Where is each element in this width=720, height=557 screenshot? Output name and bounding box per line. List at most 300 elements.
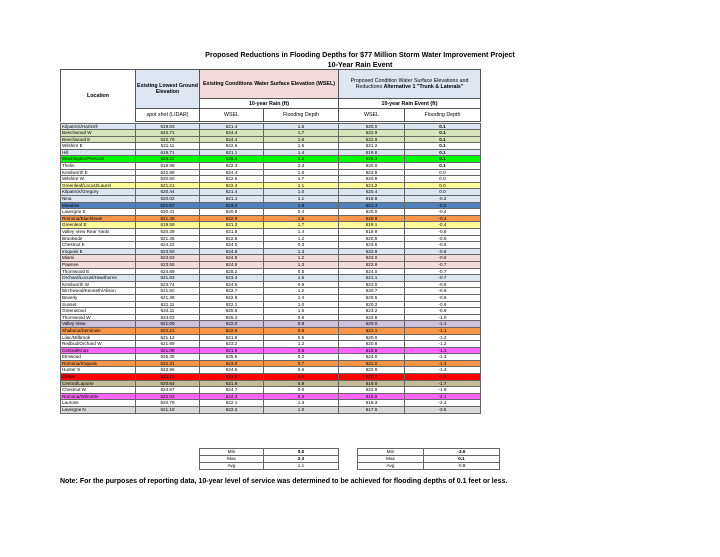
table-row (61, 130, 481, 137)
summary-spacer-cell (339, 463, 358, 470)
summary-row (200, 449, 500, 456)
proposed-depth-cell: -0.9 (405, 301, 481, 308)
existing-depth-cell: 1.6 (264, 136, 339, 143)
existing-wsel-cell: 622.3 (200, 163, 264, 170)
table-row (61, 308, 481, 315)
table-row (61, 149, 481, 156)
table-row (61, 400, 481, 407)
ground-elevation-cell: 622.31 (136, 360, 200, 367)
proposed-depth-cell: -1.3 (405, 347, 481, 354)
ground-elevation-cell: 622.03 (136, 393, 200, 400)
location-cell: Lavergne N (61, 407, 136, 414)
ground-elevation-cell: 624.11 (136, 308, 200, 315)
existing-depth-cell: 1.7 (264, 130, 339, 137)
proposed-depth-cell: -1.1 (405, 321, 481, 328)
table-row (61, 222, 481, 229)
table-row (61, 294, 481, 301)
location-cell: Orchard/Locust/Hawthorne (61, 275, 136, 282)
ground-elevation-cell: 623.96 (136, 367, 200, 374)
proposed-depth-cell: -0.9 (405, 308, 481, 315)
proposed-wsel-cell: 620.7 (339, 288, 405, 295)
existing-depth-cell: 0.3 (264, 393, 339, 400)
location-cell: Central/Laporte (61, 380, 136, 387)
table-row (61, 163, 481, 170)
existing-depth-cell: 0.6 (264, 327, 339, 334)
proposed-depth-cell: -0.2 (405, 202, 481, 209)
location-cell: Valley View Rear Yards (61, 229, 136, 236)
ground-elevation-cell: 621.50 (136, 288, 200, 295)
ground-elevation-cell: 619.83 (136, 123, 200, 130)
existing-wsel-cell: 625.5 (200, 354, 264, 361)
table-row (61, 374, 481, 381)
location-cell: Clifton (61, 374, 136, 381)
existing-depth-cell: 0.0 (264, 387, 339, 394)
proposed-depth-cell: -1.0 (405, 314, 481, 321)
flooding-table (60, 123, 481, 414)
existing-lowest-header: Existing Lowest Ground Elevation (136, 70, 200, 109)
summary-proposed-value-cell: 0.1 (424, 456, 500, 463)
proposed-wsel-cell: 619.8 (339, 347, 405, 354)
location-cell: Thornwood W (61, 314, 136, 321)
existing-wsel-cell: 621.4 (200, 189, 264, 196)
existing-wsel-cell: 621.6 (200, 334, 264, 341)
table-row (61, 393, 481, 400)
proposed-depth-cell: -0.7 (405, 268, 481, 275)
summary-label-cell: Max (200, 456, 264, 463)
existing-depth-cell: 0.4 (264, 209, 339, 216)
summary-spacer-cell (339, 449, 358, 456)
table-row (61, 268, 481, 275)
proposed-wsel-cell: 621.4 (339, 202, 405, 209)
table-row (61, 380, 481, 387)
ground-elevation-cell: 622.21 (136, 327, 200, 334)
proposed-wsel-cell: 623.0 (339, 255, 405, 262)
ground-elevation-cell: 625.35 (136, 354, 200, 361)
ground-elevation-cell: 624.69 (136, 268, 200, 275)
ground-elevation-cell: 621.18 (136, 407, 200, 414)
proposed-wsel-cell: 622.9 (339, 136, 405, 143)
location-cell: Beechwood W (61, 130, 136, 137)
table-row (61, 248, 481, 255)
existing-wsel-cell: 623.0 (200, 360, 264, 367)
ground-elevation-cell: 624.87 (136, 387, 200, 394)
location-cell: Beechwood E (61, 136, 136, 143)
proposed-depth-cell: 0.1 (405, 149, 481, 156)
location-cell: Pawnee (61, 261, 136, 268)
location-cell: Valley View (61, 321, 136, 328)
document-title: Proposed Reductions in Flooding Depths for $77 Million Storm Water Improvement Project (205, 50, 515, 59)
proposed-wsel-cell: 620.7 (339, 374, 405, 381)
ground-elevation-cell: 621.08 (136, 347, 200, 354)
existing-wsel-cell: 621.1 (200, 196, 264, 203)
location-cell: Kenilworth W (61, 281, 136, 288)
table-row (61, 215, 481, 222)
proposed-wsel-cell: 623.0 (339, 281, 405, 288)
proposed-depth-cell: -0.6 (405, 242, 481, 249)
table-row (61, 354, 481, 361)
proposed-depth-cell: 0.0 (405, 189, 481, 196)
existing-wsel-cell: 622.4 (200, 182, 264, 189)
proposed-depth-cell: -1.1 (405, 327, 481, 334)
ground-elevation-cell: 621.11 (136, 143, 200, 150)
table-row (61, 235, 481, 242)
proposed-wsel-cell: 622.9 (339, 248, 405, 255)
proposed-wsel-cell: 622.9 (339, 261, 405, 268)
existing-wsel-cell: 622.2 (200, 407, 264, 414)
proposed-wsel-cell: 623.2 (339, 308, 405, 315)
proposed-depth-cell: -0.5 (405, 235, 481, 242)
summary-spacer-cell (339, 456, 358, 463)
existing-wsel-cell: 622.8 (200, 327, 264, 334)
proposed-wsel-cell: 620.0 (339, 321, 405, 328)
proposed-wsel-cell: 619.9 (339, 229, 405, 236)
proposed-depth-cell: 0.0 (405, 169, 481, 176)
location-cell: Kilpatrick/Hartzell (61, 123, 136, 130)
location-cell: Greenleaf E (61, 222, 136, 229)
existing-depth-cell: 1.1 (264, 182, 339, 189)
wsel-header: WSEL (200, 109, 264, 122)
existing-wsel-cell: 622.4 (200, 393, 264, 400)
table-row (61, 301, 481, 308)
ground-elevation-cell: 622.22 (136, 374, 200, 381)
existing-depth-cell: 1.3 (264, 261, 339, 268)
existing-depth-cell: 0.9 (264, 380, 339, 387)
existing-depth-cell: 1.2 (264, 341, 339, 348)
proposed-wsel-cell: 619.8 (339, 196, 405, 203)
existing-wsel-cell: 621.6 (200, 380, 264, 387)
proposed-depth-cell: 0.1 (405, 163, 481, 170)
ground-elevation-cell: 622.89 (136, 169, 200, 176)
proposed-wsel-cell: 620.0 (339, 123, 405, 130)
proposed-wsel-cell: 619.9 (339, 393, 405, 400)
existing-wsel-cell: 624.8 (200, 248, 264, 255)
proposed-depth-cell: 0.0 (405, 182, 481, 189)
existing-depth-cell: 1.7 (264, 222, 339, 229)
existing-wsel-cell: 621.3 (200, 222, 264, 229)
summary-table-body (200, 449, 500, 470)
proposed-wsel-header: WSEL (339, 109, 405, 122)
table-row (61, 136, 481, 143)
proposed-depth-cell: -1.3 (405, 354, 481, 361)
existing-wsel-cell: 625.2 (200, 268, 264, 275)
table-row (61, 229, 481, 236)
location-cell: Wilshire W (61, 176, 136, 183)
existing-wsel-cell: 624.8 (200, 255, 264, 262)
ground-elevation-cell: 621.38 (136, 294, 200, 301)
proposed-depth-cell: -2.4 (405, 400, 481, 407)
existing-wsel-cell: 622.1 (200, 400, 264, 407)
ground-elevation-cell: 624.63 (136, 314, 200, 321)
existing-depth-cell: 1.4 (264, 149, 339, 156)
existing-depth-cell: 0.5 (264, 334, 339, 341)
location-cell: Shabona/Seminole (61, 327, 136, 334)
proposed-depth-cell: -0.4 (405, 215, 481, 222)
existing-wsel-cell: 625.6 (200, 308, 264, 315)
location-cell: Central/Knox (61, 347, 136, 354)
ground-elevation-cell: 620.44 (136, 189, 200, 196)
rain-existing-header: 10-year Rain (ft) (200, 99, 339, 109)
existing-wsel-cell: 620.8 (200, 209, 264, 216)
table-row (61, 347, 481, 354)
proposed-depth-cell: 0.1 (405, 130, 481, 137)
table-row (61, 341, 481, 348)
proposed-header-a: Proposed Condition Water Surface Elevations and Reductions (350, 78, 469, 90)
table-row (61, 261, 481, 268)
existing-wsel-cell: 621.1 (200, 149, 264, 156)
ground-elevation-cell: 620.64 (136, 380, 200, 387)
summary-label-cell: Min (200, 449, 264, 456)
proposed-depth-cell: 0.1 (405, 143, 481, 150)
ground-elevation-cell: 621.38 (136, 215, 200, 222)
table-row (61, 255, 481, 262)
location-cell: Lilac/Milbrook (61, 334, 136, 341)
existing-wsel-cell: 625.2 (200, 314, 264, 321)
proposed-wsel-cell: 620.9 (339, 215, 405, 222)
location-cell: Thornwood E (61, 268, 136, 275)
location-cell: Hunter S (61, 367, 136, 374)
proposed-wsel-cell: 620.0 (339, 209, 405, 216)
ground-elevation-cell: 621.35 (136, 235, 200, 242)
ground-elevation-cell: 623.74 (136, 281, 200, 288)
location-cell: Laurose (61, 400, 136, 407)
location-cell: Kilpatrick/Gregory (61, 189, 136, 196)
summary-proposed-value-cell: -0.8 (424, 463, 500, 470)
flooding-depth-header: Flooding Depth (264, 109, 339, 122)
note-text: Note: For the purposes of reporting data, 10-year level of service was determined to be achieved for flooding depths of 0.1 feet or less. (60, 478, 508, 485)
summary-row (200, 456, 500, 463)
ground-elevation-cell: 619.98 (136, 163, 200, 170)
document-subtitle: 10-Year Rain Event (327, 60, 393, 69)
proposed-wsel-cell: 618.3 (339, 400, 405, 407)
existing-wsel-cell: 622.6 (200, 176, 264, 183)
location-cell: Thelin (61, 163, 136, 170)
existing-wsel-cell: 622.9 (200, 215, 264, 222)
existing-depth-cell: 1.0 (264, 189, 339, 196)
existing-depth-cell: 1.5 (264, 123, 339, 130)
existing-wsel-cell: 622.0 (200, 321, 264, 328)
ground-elevation-cell: 621.09 (136, 321, 200, 328)
table-row (61, 407, 481, 414)
existing-wsel-cell: 621.8 (200, 229, 264, 236)
table-row (61, 360, 481, 367)
existing-depth-cell: 0.6 (264, 367, 339, 374)
summary-row (200, 463, 500, 470)
existing-depth-cell: 0.8 (264, 347, 339, 354)
summary-proposed-label-cell: Max (358, 456, 424, 463)
location-cell: Beverly (61, 294, 136, 301)
proposed-wsel-cell: 620.8 (339, 235, 405, 242)
location-header: Location (61, 70, 136, 122)
proposed-depth-cell: -1.3 (405, 360, 481, 367)
table-row (61, 202, 481, 209)
existing-wsel-cell: 623.4 (200, 202, 264, 209)
existing-wsel-cell: 624.7 (200, 387, 264, 394)
existing-depth-cell: 1.4 (264, 294, 339, 301)
table-row (61, 209, 481, 216)
existing-depth-cell: 1.5 (264, 308, 339, 315)
table-row (61, 143, 481, 150)
proposed-wsel-cell: 620.0 (339, 334, 405, 341)
table-row (61, 334, 481, 341)
proposed-depth-cell: -1.4 (405, 367, 481, 374)
ground-elevation-cell: 620.02 (136, 196, 200, 203)
existing-depth-cell: 0.6 (264, 314, 339, 321)
existing-wsel-cell: 622.5 (200, 235, 264, 242)
proposed-wsel-cell: 622.9 (339, 130, 405, 137)
location-cell: Romona/Blackhawk (61, 215, 136, 222)
location-cell: Wilshire E (61, 143, 136, 150)
existing-wsel-cell: 624.6 (200, 281, 264, 288)
location-cell: Birchwood/Kenneth/Alison (61, 288, 136, 295)
proposed-depth-header: Flooding Depth (405, 109, 481, 122)
existing-wsel-cell: 623.2 (200, 341, 264, 348)
existing-wse-header: Existing Conditions Water Surface Elevation (WSEL) (200, 70, 339, 99)
proposed-depth-cell: -0.8 (405, 281, 481, 288)
existing-wsel-cell: 622.6 (200, 143, 264, 150)
existing-depth-cell: 0.9 (264, 281, 339, 288)
location-cell: Hill (61, 149, 136, 156)
location-cell: Brookside (61, 235, 136, 242)
proposed-depth-cell: -1.2 (405, 341, 481, 348)
existing-depth-cell: 1.2 (264, 235, 339, 242)
proposed-wsel-cell: 626.3 (339, 156, 405, 163)
proposed-depth-cell: -1.2 (405, 334, 481, 341)
table-row (61, 176, 481, 183)
ground-elevation-cell: 623.55 (136, 261, 200, 268)
ground-elevation-cell: 623.63 (136, 255, 200, 262)
proposed-wsel-cell: 622.6 (339, 367, 405, 374)
proposed-wsel-cell: 619.1 (339, 222, 405, 229)
ground-elevation-cell: 621.21 (136, 182, 200, 189)
existing-wsel-cell: 624.4 (200, 136, 264, 143)
existing-depth-cell: 1.3 (264, 248, 339, 255)
existing-depth-cell: 1.2 (264, 255, 339, 262)
existing-depth-cell: 0.3 (264, 242, 339, 249)
location-cell: Romona/Wilmette (61, 393, 136, 400)
existing-depth-cell: 1.3 (264, 400, 339, 407)
existing-depth-cell: 0.9 (264, 321, 339, 328)
proposed-wsel-cell: 620.4 (339, 189, 405, 196)
location-cell: Kenilworth E (61, 169, 136, 176)
existing-wsel-cell: 621.4 (200, 123, 264, 130)
existing-depth-cell: 0.7 (264, 360, 339, 367)
location-cell: Romona/Iroquois (61, 360, 136, 367)
summary-proposed-label-cell: Min (358, 449, 424, 456)
proposed-wsel-cell: 623.6 (339, 314, 405, 321)
proposed-wsel-cell: 619.0 (339, 380, 405, 387)
summary-value-cell: 1.1 (264, 463, 339, 470)
existing-wsel-cell: 621.9 (200, 347, 264, 354)
existing-depth-cell: 2.3 (264, 163, 339, 170)
proposed-depth-cell: 0.1 (405, 123, 481, 130)
existing-wsel-cell: 622.1 (200, 301, 264, 308)
proposed-header-b: Alternative 1 "Trunk & Laterals" (383, 84, 464, 90)
existing-depth-cell: 0.2 (264, 354, 339, 361)
existing-depth-cell: 0.0 (264, 374, 339, 381)
proposed-wsel-cell: 620.8 (339, 341, 405, 348)
existing-wsel-cell: 624.6 (200, 367, 264, 374)
location-cell: Elmwood (61, 354, 136, 361)
location-cell: Chestnut E (61, 242, 136, 249)
table-row (61, 367, 481, 374)
existing-depth-cell: 1.0 (264, 407, 339, 414)
existing-wsel-cell: 628.4 (200, 156, 264, 163)
table-row (61, 242, 481, 249)
proposed-depth-cell: -0.8 (405, 288, 481, 295)
ground-elevation-cell: 621.83 (136, 275, 200, 282)
existing-wsel-cell: 624.4 (200, 169, 264, 176)
proposed-wsel-cell: 617.6 (339, 407, 405, 414)
location-cell: Greenleaf/Locust/Laurel (61, 182, 136, 189)
proposed-depth-cell: 0.1 (405, 156, 481, 163)
location-cell: Redbud/Orchard W (61, 341, 136, 348)
existing-wsel-cell: 623.3 (200, 275, 264, 282)
ground-elevation-cell: 620.39 (136, 229, 200, 236)
existing-depth-cell: 1.5 (264, 275, 339, 282)
proposed-depth-cell: -0.6 (405, 255, 481, 262)
existing-wsel-cell: 621.8 (200, 374, 264, 381)
existing-depth-cell: 1.9 (264, 202, 339, 209)
location-cell: Chestnut W (61, 387, 136, 394)
summary-proposed-label-cell: Avg (358, 463, 424, 470)
location-cell: Iroquois E (61, 248, 136, 255)
proposed-wsel-cell: 620.9 (339, 176, 405, 183)
summary-proposed-value-cell: -3.6 (424, 449, 500, 456)
proposed-wsel-cell: 619.8 (339, 149, 405, 156)
ground-elevation-cell: 620.90 (136, 176, 200, 183)
existing-depth-cell: 1.5 (264, 169, 339, 176)
table-row (61, 281, 481, 288)
spot-shot-header: spot shot (LIDAR) (136, 109, 200, 122)
proposed-wsel-cell: 621.0 (339, 360, 405, 367)
table-row (61, 196, 481, 203)
proposed-depth-cell: -3.6 (405, 407, 481, 414)
ground-elevation-cell: 621.99 (136, 341, 200, 348)
proposed-depth-cell: -0.6 (405, 248, 481, 255)
proposed-header (339, 70, 481, 99)
existing-depth-cell: 1.5 (264, 143, 339, 150)
proposed-depth-cell: -0.7 (405, 275, 481, 282)
location-cell: Greenwood (61, 308, 136, 315)
proposed-depth-cell: 0.1 (405, 136, 481, 143)
existing-depth-cell: 2.2 (264, 156, 339, 163)
table-row (61, 123, 481, 130)
ground-elevation-cell: 621.57 (136, 202, 200, 209)
summary-value-cell: 0.0 (264, 449, 339, 456)
ground-elevation-cell: 626.22 (136, 156, 200, 163)
proposed-depth-cell: -1.9 (405, 387, 481, 394)
header-table (60, 69, 481, 122)
table-row (61, 314, 481, 321)
proposed-wsel-cell: 620.0 (339, 163, 405, 170)
proposed-depth-cell: -0.7 (405, 261, 481, 268)
existing-depth-cell: 1.5 (264, 215, 339, 222)
existing-depth-cell: 1.2 (264, 288, 339, 295)
existing-wsel-cell: 624.5 (200, 242, 264, 249)
proposed-wsel-cell: 624.0 (339, 268, 405, 275)
summary-table (199, 448, 500, 470)
ground-elevation-cell: 621.11 (136, 301, 200, 308)
table-row (61, 156, 481, 163)
proposed-wsel-cell: 624.0 (339, 354, 405, 361)
table-row (61, 275, 481, 282)
proposed-depth-cell: 0.0 (405, 176, 481, 183)
ground-elevation-cell: 620.78 (136, 400, 200, 407)
proposed-depth-cell: -0.8 (405, 294, 481, 301)
table-row (61, 288, 481, 295)
proposed-depth-cell: -0.5 (405, 229, 481, 236)
rain-proposed-header: 10-year Rain Event (ft) (339, 99, 481, 109)
